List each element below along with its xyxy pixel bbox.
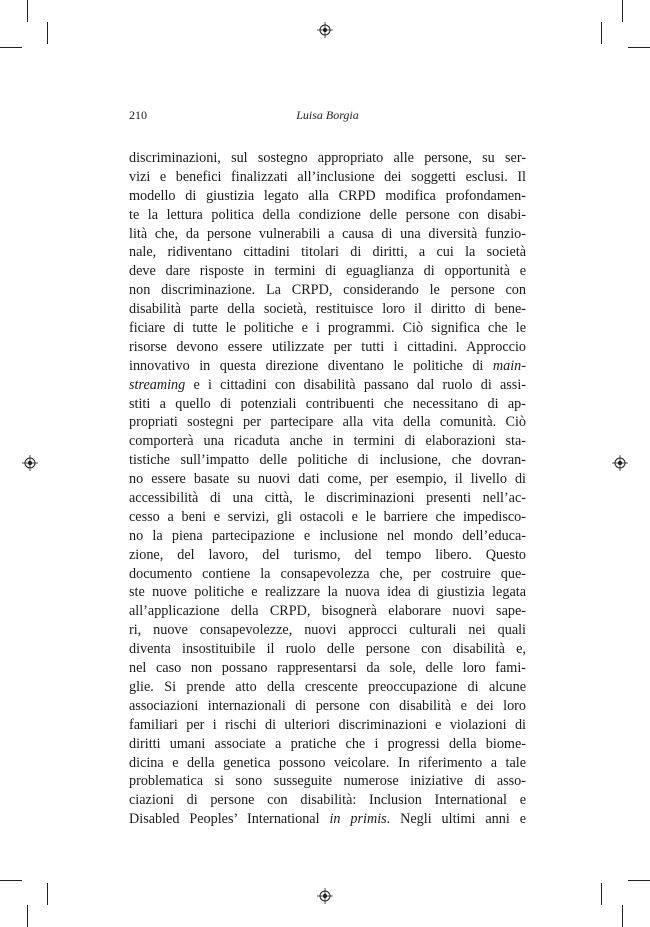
text-line bbox=[129, 659, 526, 678]
text-line bbox=[129, 735, 526, 754]
text-line bbox=[129, 772, 526, 791]
text-line bbox=[129, 319, 526, 338]
text-line bbox=[129, 489, 526, 508]
text-line bbox=[129, 395, 526, 414]
text-line bbox=[129, 791, 526, 810]
text-line bbox=[129, 357, 526, 376]
text-segment: no la piena partecipazione e inclusione nel mondo dell’educa- bbox=[129, 527, 526, 544]
text-segment: vizi e benefici finalizzati all’inclusione dei soggetti esclusi. Il bbox=[129, 168, 526, 185]
crop-mark bbox=[628, 47, 650, 48]
text-line bbox=[129, 716, 526, 735]
crop-mark bbox=[0, 880, 22, 881]
text-segment: lità che, da persone vulnerabili a causa di una diversità funzio- bbox=[129, 225, 526, 242]
text-line bbox=[129, 527, 526, 546]
text-segment: ciazioni di persone con disabilità: Inclusion International e bbox=[129, 792, 526, 809]
text-segment: ste nuove politiche e realizzare la nuova idea di giustizia legata bbox=[129, 584, 526, 601]
text-segment: discriminazioni, sul sostegno appropriato alle persone, su ser- bbox=[129, 150, 526, 166]
text-segment: diritti umani associate a pratiche che i progressi della biome- bbox=[129, 735, 526, 752]
italic-text: streaming bbox=[129, 376, 186, 393]
text-line bbox=[129, 300, 526, 319]
text-line bbox=[129, 470, 526, 489]
body-paragraph bbox=[129, 149, 526, 829]
crop-mark bbox=[47, 883, 48, 905]
text-line bbox=[129, 413, 526, 432]
text-line bbox=[129, 602, 526, 621]
text-segment: zione, del lavoro, del turismo, del tempo libero. Questo bbox=[129, 546, 526, 563]
text-line bbox=[129, 640, 526, 659]
crop-mark bbox=[601, 883, 602, 905]
text-segment: ficiare di tutte le politiche e i programmi. Ciò significa che le bbox=[129, 320, 526, 337]
crop-mark bbox=[628, 880, 650, 881]
text-line bbox=[129, 225, 526, 244]
text-line bbox=[129, 168, 526, 187]
text-segment: cesso a beni e servizi, gli ostacoli e le barriere che impedisco- bbox=[129, 508, 526, 525]
page-number: 210 bbox=[129, 108, 147, 122]
text-line bbox=[129, 583, 526, 602]
text-line bbox=[129, 262, 526, 281]
registration-mark-icon bbox=[612, 455, 628, 471]
text-segment: Disabled Peoples’ International bbox=[129, 811, 330, 828]
text-segment: te la lettura politica della condizione delle persone con disabi- bbox=[129, 206, 526, 223]
text-line bbox=[129, 243, 526, 262]
text-segment: glie. Si prende atto della crescente preoccupazione di alcune bbox=[129, 678, 526, 695]
text-segment: problematica si sono susseguite numerose iniziative di asso- bbox=[129, 773, 526, 790]
text-segment: documento contiene la consapevolezza che, per costruire que- bbox=[129, 565, 526, 582]
text-segment: nale, ridiventano cittadini titolari di diritti, a cui la società bbox=[129, 244, 526, 261]
text-line bbox=[129, 376, 526, 395]
text-segment: associazioni internazionali di persone con disabilità e dei loro bbox=[129, 697, 526, 714]
crop-mark bbox=[27, 0, 28, 22]
text-line bbox=[129, 697, 526, 716]
text-line bbox=[129, 810, 526, 829]
crop-mark bbox=[0, 47, 22, 48]
text-segment: innovativo in questa direzione diventano le politiche di bbox=[129, 357, 493, 374]
text-line bbox=[129, 508, 526, 527]
text-segment: . Negli ultimi anni e bbox=[386, 811, 526, 828]
text-line bbox=[129, 451, 526, 470]
text-segment: propriati sostegni per partecipare alla vita della comunità. Ciò bbox=[129, 414, 526, 431]
crop-mark bbox=[47, 22, 48, 44]
text-line bbox=[129, 565, 526, 584]
text-segment: stiti a quello di potenziali contribuenti che necessitano di ap- bbox=[129, 395, 526, 412]
text-line bbox=[129, 432, 526, 451]
text-segment: non discriminazione. La CRPD, considerando le persone con bbox=[129, 282, 526, 299]
text-segment: accessibilità di una città, le discriminazioni presenti nell’ac- bbox=[129, 490, 526, 507]
registration-mark-icon bbox=[317, 888, 333, 904]
text-segment: nel caso non possano rappresentarsi da sole, delle loro fami- bbox=[129, 660, 526, 677]
text-segment: deve dare risposte in termini di eguaglianza di opportunità e bbox=[129, 263, 526, 280]
text-segment: all’applicazione della CRPD, bisognerà elaborare nuovi sape- bbox=[129, 603, 526, 620]
running-head bbox=[129, 108, 526, 124]
italic-text: in primis bbox=[329, 811, 387, 828]
text-line bbox=[129, 678, 526, 697]
text-line bbox=[129, 187, 526, 206]
text-segment: risorse devono essere utilizzate per tutti i cittadini. Approccio bbox=[129, 338, 526, 355]
text-segment: tistiche sull’impatto delle politiche di inclusione, che dovran- bbox=[129, 452, 526, 469]
text-segment: familiari per i rischi di ulteriori discriminazioni e violazioni di bbox=[129, 716, 526, 733]
text-line bbox=[129, 754, 526, 773]
text-line bbox=[129, 281, 526, 300]
registration-mark-icon bbox=[317, 22, 333, 38]
crop-mark bbox=[601, 22, 602, 44]
text-line bbox=[129, 206, 526, 225]
text-line bbox=[129, 546, 526, 565]
running-head-author: Luisa Borgia bbox=[296, 108, 359, 122]
text-line bbox=[129, 338, 526, 357]
text-line bbox=[129, 621, 526, 640]
text-segment: diventa insostituibile il ruolo delle persone con disabilità e, bbox=[129, 641, 526, 658]
crop-mark bbox=[622, 0, 623, 22]
text-segment: modello di giustizia legato alla CRPD modifica profondamen- bbox=[129, 187, 526, 204]
text-segment: no essere basate su nuovi dati come, per esempio, il livello di bbox=[129, 471, 526, 488]
text-segment: ri, nuove consapevolezze, nuovi approcci culturali nei quali bbox=[129, 622, 526, 639]
text-segment: e i cittadini con disabilità passano dal ruolo di assi- bbox=[185, 376, 526, 393]
registration-mark-icon bbox=[22, 455, 38, 471]
italic-text: main- bbox=[492, 357, 526, 374]
text-segment: comporterà una ricaduta anche in termini di elaborazioni sta- bbox=[129, 433, 526, 450]
crop-mark bbox=[622, 905, 623, 927]
text-segment: dicina e della genetica possono veicolare. In riferimento a tale bbox=[129, 754, 526, 771]
crop-mark bbox=[27, 905, 28, 927]
text-line bbox=[129, 149, 526, 168]
text-segment: disabilità parte della società, restituisce loro il diritto di bene- bbox=[129, 301, 526, 318]
